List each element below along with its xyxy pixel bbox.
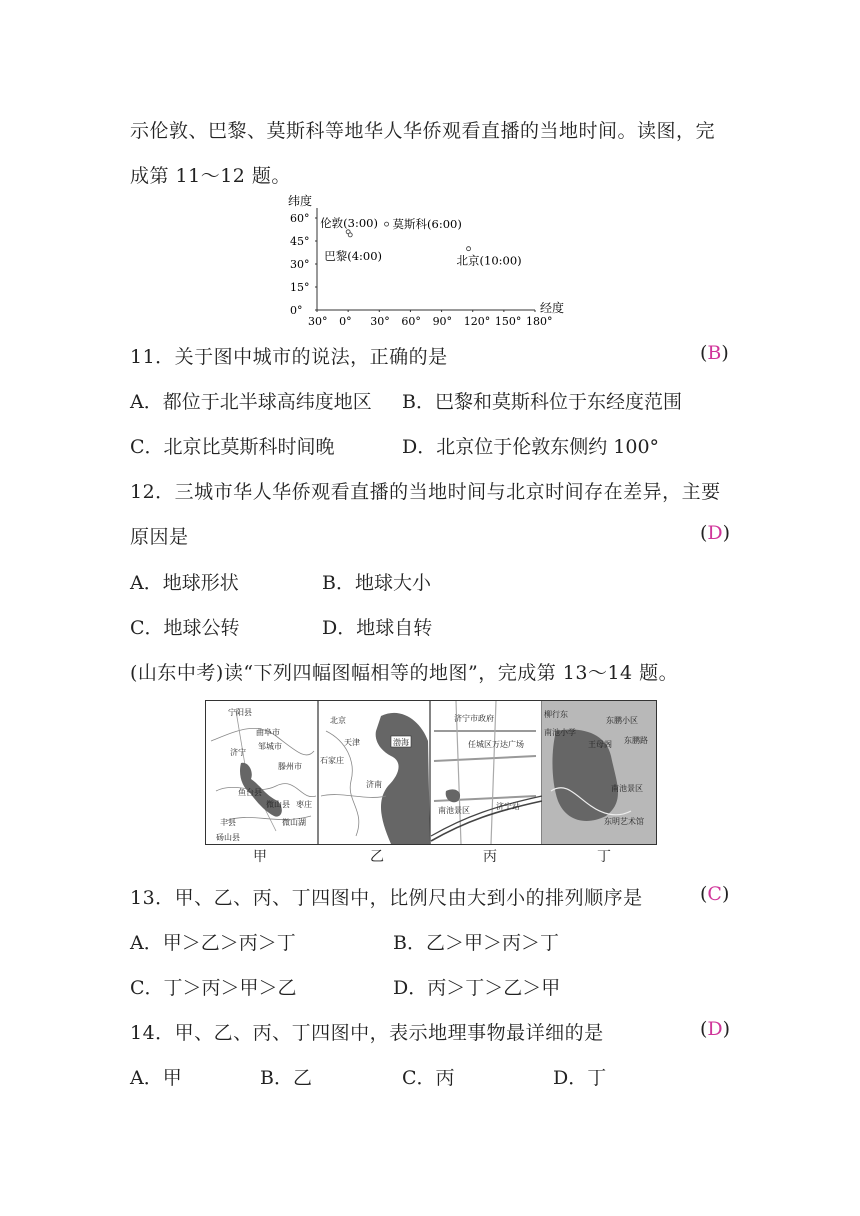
map-jia xyxy=(211,707,316,842)
q14-option-b: B．乙 xyxy=(260,1067,312,1089)
ding-label-1: 东鹏小区 xyxy=(606,716,638,725)
data-point xyxy=(467,247,471,251)
map-bing xyxy=(431,701,542,844)
q14-option-a: A．甲 xyxy=(130,1067,182,1089)
ding-label-4: 东鹏路 xyxy=(624,736,648,745)
jia-label-8: 丰县 xyxy=(220,818,236,827)
map-yi xyxy=(320,713,430,844)
q14-answer: (D) xyxy=(700,1018,731,1040)
q11-answer: (B) xyxy=(700,342,729,364)
q14-option-d: D．丁 xyxy=(553,1067,607,1089)
jia-label-2: 邹城市 xyxy=(258,742,282,751)
bing-label-1: 任城区万达广场 xyxy=(468,740,524,749)
y-tick-label: 45° xyxy=(290,235,310,248)
data-point xyxy=(385,222,389,226)
bing-label-0: 济宁市政府 xyxy=(454,714,494,723)
q13-option-d: D．丙＞丁＞乙＞甲 xyxy=(393,977,561,999)
q11-option-b: B．巴黎和莫斯科位于东经度范围 xyxy=(402,391,682,413)
q12-stem-line-2: 原因是 xyxy=(130,526,189,548)
x-tick-label: 60° xyxy=(401,315,421,328)
q12-option-c: C．地球公转 xyxy=(130,617,240,639)
ding-label-6: 东明艺术馆 xyxy=(604,817,644,826)
x-tick-label: 180° xyxy=(526,315,553,328)
q11-option-c: C．北京比莫斯科时间晚 xyxy=(130,436,335,458)
q13-answer: (C) xyxy=(700,883,730,905)
jia-label-9: 微山湖 xyxy=(282,818,306,827)
ding-label-5: 南池景区 xyxy=(611,784,643,793)
jia-label-10: 砀山县 xyxy=(216,833,240,842)
latitude-longitude-chart xyxy=(285,188,575,333)
q12-stem-line-1: 12．三城市华人华侨观看直播的当地时间与北京时间存在差异，主要 xyxy=(130,481,721,503)
q14-option-c: C．丙 xyxy=(402,1067,455,1089)
x-tick-label: 30° xyxy=(308,315,328,328)
q13-option-c: C．丁＞丙＞甲＞乙 xyxy=(130,977,297,999)
x-tick-label: 150° xyxy=(494,315,522,328)
y-tick-label: 15° xyxy=(290,281,310,294)
jia-label-3: 济宁 xyxy=(230,748,246,757)
y-tick-label: 30° xyxy=(290,258,310,271)
y-tick-label: 60° xyxy=(290,212,310,225)
data-point-label: 伦敦(3:00) xyxy=(320,215,378,230)
yi-label-4: 济南 xyxy=(366,780,382,789)
jia-label-6: 微山县 xyxy=(266,800,290,809)
map-label-yi: 乙 xyxy=(370,849,384,865)
data-point xyxy=(348,233,352,237)
ding-label-2: 南池小学 xyxy=(544,728,576,737)
map-label-bing: 丙 xyxy=(483,849,497,865)
bing-label-2: 南池景区 xyxy=(438,806,470,815)
x-tick-label: 120° xyxy=(463,315,491,328)
map-ding xyxy=(542,701,656,844)
intro-line-2: 成第 11～12 题。 xyxy=(130,165,291,187)
data-point-label: 莫斯科(6:00) xyxy=(392,217,462,232)
x-tick-label: 0° xyxy=(339,315,352,328)
q11-option-a: A．都位于北半球高纬度地区 xyxy=(130,391,372,413)
y-axis-label: 纬度 xyxy=(288,194,313,208)
q13-option-a: A．甲＞乙＞丙＞丁 xyxy=(130,932,296,954)
x-tick-label: 90° xyxy=(432,315,453,328)
ding-label-0: 柳行东 xyxy=(544,710,568,719)
jia-label-5: 鱼台县 xyxy=(238,788,262,797)
map-label-jia: 甲 xyxy=(253,849,267,865)
q11-stem: 11．关于图中城市的说法，正确的是 xyxy=(130,346,448,368)
four-maps-figure xyxy=(205,700,657,845)
x-axis-label: 经度 xyxy=(540,301,565,315)
q14-stem: 14．甲、乙、丙、丁四图中，表示地理事物最详细的是 xyxy=(130,1022,604,1044)
q11-option-d: D．北京位于伦敦东侧约 100° xyxy=(402,436,660,458)
map-label-ding: 丁 xyxy=(597,849,611,865)
jia-label-0: 宁阳县 xyxy=(228,708,252,717)
yi-label-2: 渤海 xyxy=(393,738,409,747)
yi-label-1: 天津 xyxy=(344,738,360,747)
x-tick-label: 30° xyxy=(370,315,390,328)
y-tick-label: 0° xyxy=(290,304,303,317)
data-point-label: 巴黎(4:00) xyxy=(324,248,383,263)
q12-option-b: B．地球大小 xyxy=(322,572,431,594)
intro-line-1: 示伦敦、巴黎、莫斯科等地华人华侨观看直播的当地时间。读图，完 xyxy=(130,120,716,142)
intro-2: (山东中考)读“下列四幅图幅相等的地图”，完成第 13～14 题。 xyxy=(130,662,679,684)
jia-label-1: 曲阜市 xyxy=(256,728,280,737)
bing-label-3: 济宁站 xyxy=(496,802,520,811)
jia-label-4: 滕州市 xyxy=(278,762,302,771)
yi-label-3: 石家庄 xyxy=(320,756,344,765)
q12-option-d: D．地球自转 xyxy=(322,617,433,639)
q13-option-b: B．乙＞甲＞丙＞丁 xyxy=(393,932,559,954)
ding-label-3: 王母阁 xyxy=(588,740,612,749)
q12-answer: (D) xyxy=(700,522,731,544)
jia-label-7: 枣庄 xyxy=(296,800,312,809)
yi-label-0: 北京 xyxy=(330,716,346,725)
data-point-label: 北京(10:00) xyxy=(456,253,522,268)
q12-option-a: A．地球形状 xyxy=(130,572,239,594)
q13-stem: 13．甲、乙、丙、丁四图中，比例尺由大到小的排列顺序是 xyxy=(130,887,643,909)
